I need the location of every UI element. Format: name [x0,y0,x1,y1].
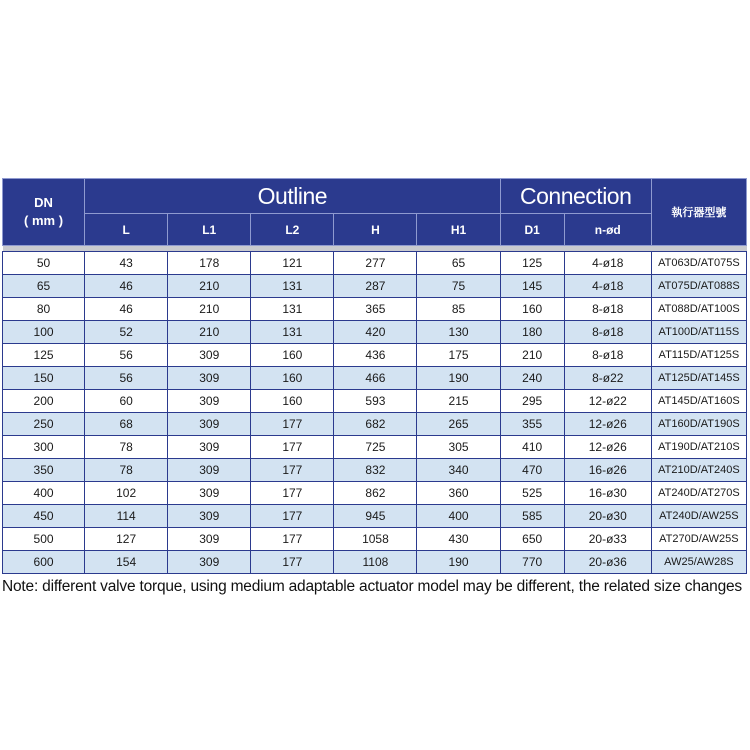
header-col-l: L [85,214,168,246]
cell-h1: 340 [417,459,500,482]
cell-l: 43 [85,252,168,275]
table-row [3,459,747,482]
cell-n-od: 16-ø30 [564,482,651,505]
cell-l: 46 [85,298,168,321]
cell-dn: 500 [3,528,85,551]
cell-l2: 121 [251,252,334,275]
cell-h1: 215 [417,390,500,413]
cell-l1: 178 [168,252,251,275]
header-col-n-od: n-ød [564,214,651,246]
header-col-l1: L1 [168,214,251,246]
cell-n-od: 20-ø36 [564,551,651,574]
cell-d1: 355 [500,413,564,436]
cell-l2: 177 [251,551,334,574]
cell-d1: 525 [500,482,564,505]
cell-dn: 150 [3,367,85,390]
header-actuator-model: 執行器型號 [651,179,746,246]
cell-l2: 177 [251,413,334,436]
cell-l: 46 [85,275,168,298]
cell-l2: 131 [251,275,334,298]
cell-h1: 65 [417,252,500,275]
cell-dn: 250 [3,413,85,436]
cell-l: 127 [85,528,168,551]
cell-l1: 309 [168,505,251,528]
header-dn-label: DN [34,195,53,210]
cell-h1: 265 [417,413,500,436]
cell-d1: 210 [500,344,564,367]
cell-l: 60 [85,390,168,413]
cell-l: 68 [85,413,168,436]
cell-l2: 177 [251,482,334,505]
cell-actuator-model: AT100D/AT115S [651,321,746,344]
cell-l1: 210 [168,321,251,344]
header-row-top [3,179,747,214]
cell-dn: 50 [3,252,85,275]
table-row [3,390,747,413]
spec-sheet [0,178,750,596]
cell-l1: 309 [168,344,251,367]
cell-n-od: 12-ø22 [564,390,651,413]
cell-dn: 125 [3,344,85,367]
cell-h: 945 [334,505,417,528]
table-row [3,505,747,528]
cell-l: 102 [85,482,168,505]
cell-actuator-model: AT240D/AW25S [651,505,746,528]
table-row [3,298,747,321]
cell-l: 52 [85,321,168,344]
cell-l: 56 [85,367,168,390]
cell-n-od: 8-ø18 [564,321,651,344]
cell-h1: 305 [417,436,500,459]
cell-dn: 350 [3,459,85,482]
cell-actuator-model: AT075D/AT088S [651,275,746,298]
table-row [3,528,747,551]
cell-l1: 309 [168,436,251,459]
cell-n-od: 20-ø33 [564,528,651,551]
table-body [3,246,747,574]
cell-n-od: 20-ø30 [564,505,651,528]
dimension-table [2,178,747,574]
cell-h: 1108 [334,551,417,574]
cell-actuator-model: AT125D/AT145S [651,367,746,390]
cell-l: 154 [85,551,168,574]
cell-d1: 160 [500,298,564,321]
cell-actuator-model: AW25/AW28S [651,551,746,574]
cell-l2: 160 [251,390,334,413]
table-row [3,551,747,574]
cell-l2: 160 [251,344,334,367]
cell-n-od: 8-ø18 [564,344,651,367]
header-col-d1: D1 [500,214,564,246]
cell-l2: 160 [251,367,334,390]
table-row [3,344,747,367]
table-row [3,275,747,298]
cell-d1: 295 [500,390,564,413]
cell-n-od: 4-ø18 [564,252,651,275]
cell-h: 436 [334,344,417,367]
header-dn-unit: ( mm ) [24,213,64,228]
cell-dn: 600 [3,551,85,574]
cell-h1: 430 [417,528,500,551]
cell-l1: 309 [168,482,251,505]
cell-l1: 210 [168,275,251,298]
cell-d1: 770 [500,551,564,574]
cell-actuator-model: AT270D/AW25S [651,528,746,551]
cell-dn: 65 [3,275,85,298]
cell-l2: 177 [251,436,334,459]
cell-d1: 125 [500,252,564,275]
cell-l1: 210 [168,298,251,321]
footnote: Note: different valve torque, using medium adaptable actuator model may be different, the related size changes [2,578,742,595]
cell-d1: 585 [500,505,564,528]
cell-h1: 190 [417,551,500,574]
cell-actuator-model: AT240D/AT270S [651,482,746,505]
cell-dn: 200 [3,390,85,413]
cell-d1: 410 [500,436,564,459]
cell-actuator-model: AT088D/AT100S [651,298,746,321]
cell-l: 78 [85,459,168,482]
cell-h: 1058 [334,528,417,551]
cell-h: 593 [334,390,417,413]
cell-h1: 400 [417,505,500,528]
cell-actuator-model: AT145D/AT160S [651,390,746,413]
cell-h1: 75 [417,275,500,298]
cell-l1: 309 [168,413,251,436]
cell-l1: 309 [168,459,251,482]
cell-n-od: 8-ø18 [564,298,651,321]
cell-actuator-model: AT115D/AT125S [651,344,746,367]
cell-actuator-model: AT063D/AT075S [651,252,746,275]
cell-h1: 130 [417,321,500,344]
cell-h1: 190 [417,367,500,390]
cell-n-od: 8-ø22 [564,367,651,390]
cell-d1: 470 [500,459,564,482]
header-col-h1: H1 [417,214,500,246]
cell-h1: 360 [417,482,500,505]
cell-l2: 131 [251,298,334,321]
cell-d1: 145 [500,275,564,298]
cell-dn: 80 [3,298,85,321]
header-col-h: H [334,214,417,246]
cell-h: 466 [334,367,417,390]
cell-h: 862 [334,482,417,505]
cell-actuator-model: AT210D/AT240S [651,459,746,482]
cell-h: 682 [334,413,417,436]
header-outline: Outline [85,179,501,214]
header-dn [3,179,85,246]
cell-l2: 177 [251,459,334,482]
cell-n-od: 12-ø26 [564,436,651,459]
cell-d1: 650 [500,528,564,551]
cell-l: 56 [85,344,168,367]
table-row [3,482,747,505]
cell-l2: 177 [251,528,334,551]
table-row [3,252,747,275]
cell-l: 114 [85,505,168,528]
table-row [3,321,747,344]
cell-l2: 131 [251,321,334,344]
cell-l: 78 [85,436,168,459]
cell-l1: 309 [168,551,251,574]
cell-l1: 309 [168,528,251,551]
cell-n-od: 12-ø26 [564,413,651,436]
cell-h: 365 [334,298,417,321]
header-col-l2: L2 [251,214,334,246]
cell-l2: 177 [251,505,334,528]
header-row-sub [3,214,747,246]
cell-h: 832 [334,459,417,482]
cell-d1: 180 [500,321,564,344]
cell-n-od: 4-ø18 [564,275,651,298]
cell-dn: 300 [3,436,85,459]
header-connection: Connection [500,179,651,214]
cell-n-od: 16-ø26 [564,459,651,482]
cell-dn: 400 [3,482,85,505]
table-row [3,436,747,459]
cell-h: 287 [334,275,417,298]
table-row [3,413,747,436]
cell-h1: 85 [417,298,500,321]
cell-d1: 240 [500,367,564,390]
cell-dn: 450 [3,505,85,528]
cell-h: 277 [334,252,417,275]
cell-h1: 175 [417,344,500,367]
cell-h: 420 [334,321,417,344]
cell-l1: 309 [168,390,251,413]
cell-h: 725 [334,436,417,459]
cell-actuator-model: AT160D/AT190S [651,413,746,436]
table-row [3,367,747,390]
cell-dn: 100 [3,321,85,344]
cell-actuator-model: AT190D/AT210S [651,436,746,459]
cell-l1: 309 [168,367,251,390]
